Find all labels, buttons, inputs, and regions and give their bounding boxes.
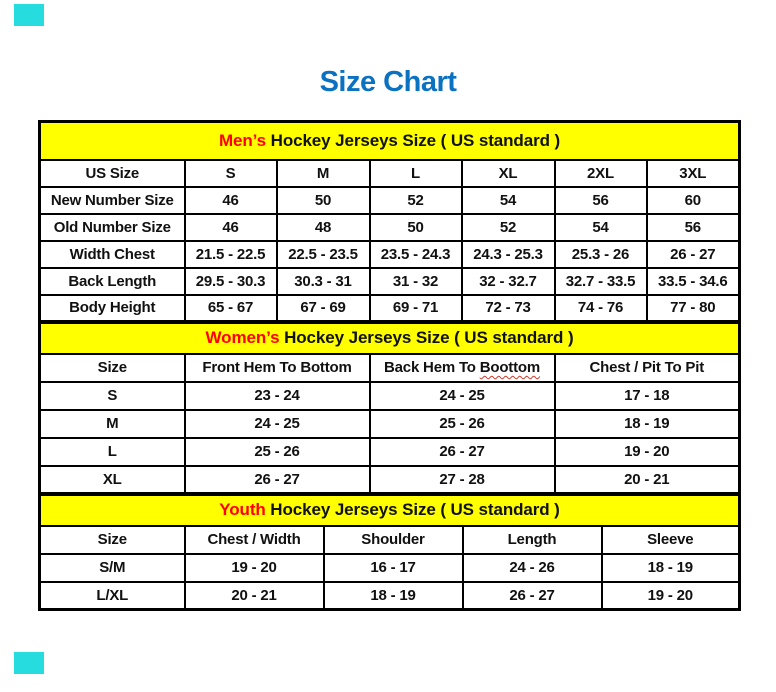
column-header: 2XL [555, 160, 647, 187]
mens-size-table [38, 120, 741, 323]
youth-section-header [40, 495, 740, 526]
column-header: L [370, 160, 462, 187]
column-header: Shoulder [324, 526, 463, 554]
value-cell: 24.3 - 25.3 [462, 241, 555, 268]
table-row [40, 466, 740, 494]
value-cell: 32 - 32.7 [462, 268, 555, 295]
value-cell: 54 [462, 187, 555, 214]
womens-section-title-highlight: Women’s [205, 328, 280, 348]
youth-section-title-highlight: Youth [219, 500, 266, 520]
column-header: 3XL [647, 160, 740, 187]
row-label: New Number Size [40, 187, 185, 214]
table-row [40, 241, 740, 268]
value-cell: 19 - 20 [602, 582, 740, 610]
mens-section-title [40, 122, 740, 160]
column-header: Chest / Pit To Pit [555, 354, 740, 382]
value-cell: 26 - 27 [185, 466, 370, 494]
value-cell: 56 [647, 214, 740, 241]
table-row [40, 268, 740, 295]
mens-header-row [40, 160, 740, 187]
value-cell: 60 [647, 187, 740, 214]
table-row [40, 295, 740, 322]
row-label: M [40, 410, 185, 438]
value-cell: 72 - 73 [462, 295, 555, 322]
row-label: S/M [40, 554, 185, 582]
value-cell: 18 - 19 [555, 410, 740, 438]
value-cell: 50 [277, 187, 370, 214]
value-cell: 25 - 26 [370, 410, 555, 438]
youth-section-title [40, 495, 740, 526]
table-row [40, 582, 740, 610]
value-cell: 27 - 28 [370, 466, 555, 494]
value-cell: 24 - 25 [185, 410, 370, 438]
value-cell: 18 - 19 [602, 554, 740, 582]
value-cell: 54 [555, 214, 647, 241]
table-row [40, 382, 740, 410]
table-row [40, 187, 740, 214]
table-row [40, 438, 740, 466]
value-cell: 25 - 26 [185, 438, 370, 466]
value-cell: 56 [555, 187, 647, 214]
value-cell: 25.3 - 26 [555, 241, 647, 268]
row-label: XL [40, 466, 185, 494]
value-cell: 26 - 27 [647, 241, 740, 268]
value-cell: 52 [462, 214, 555, 241]
column-header: Length [463, 526, 602, 554]
value-cell: 23 - 24 [185, 382, 370, 410]
youth-section-title-rest: Hockey Jerseys Size ( US standard ) [265, 500, 560, 520]
value-cell: 52 [370, 187, 462, 214]
column-header [370, 354, 555, 382]
womens-size-table [38, 321, 741, 495]
row-label: Back Length [40, 268, 185, 295]
womens-header-row [40, 354, 740, 382]
value-cell: 31 - 32 [370, 268, 462, 295]
value-cell: 20 - 21 [555, 466, 740, 494]
misspelled-word: Boottom [479, 359, 540, 376]
value-cell: 20 - 21 [185, 582, 324, 610]
value-cell: 16 - 17 [324, 554, 463, 582]
value-cell: 19 - 20 [185, 554, 324, 582]
column-header: Size [40, 526, 185, 554]
column-header: M [277, 160, 370, 187]
table-row [40, 554, 740, 582]
row-label: L [40, 438, 185, 466]
column-header: XL [462, 160, 555, 187]
table-row [40, 410, 740, 438]
value-cell: 65 - 67 [185, 295, 277, 322]
value-cell: 30.3 - 31 [277, 268, 370, 295]
column-header: US Size [40, 160, 185, 187]
value-cell: 74 - 76 [555, 295, 647, 322]
value-cell: 77 - 80 [647, 295, 740, 322]
value-cell: 69 - 71 [370, 295, 462, 322]
value-cell: 48 [277, 214, 370, 241]
row-label: S [40, 382, 185, 410]
value-cell: 46 [185, 214, 277, 241]
value-cell: 46 [185, 187, 277, 214]
value-cell: 23.5 - 24.3 [370, 241, 462, 268]
value-cell: 33.5 - 34.6 [647, 268, 740, 295]
cyan-marker-top [14, 4, 44, 26]
value-cell: 24 - 25 [370, 382, 555, 410]
value-cell: 67 - 69 [277, 295, 370, 322]
value-cell: 29.5 - 30.3 [185, 268, 277, 295]
womens-section-title [40, 323, 740, 354]
column-header: S [185, 160, 277, 187]
row-label: L/XL [40, 582, 185, 610]
value-cell: 19 - 20 [555, 438, 740, 466]
value-cell: 32.7 - 33.5 [555, 268, 647, 295]
row-label: Old Number Size [40, 214, 185, 241]
value-cell: 21.5 - 22.5 [185, 241, 277, 268]
mens-section-title-rest: Hockey Jerseys Size ( US standard ) [266, 130, 561, 150]
cyan-marker-bottom [14, 652, 44, 674]
womens-section-header [40, 323, 740, 354]
mens-section-title-highlight: Men’s [218, 130, 267, 150]
row-label: Width Chest [40, 241, 185, 268]
mens-section-header [40, 122, 740, 160]
size-chart [38, 120, 738, 611]
value-cell: 17 - 18 [555, 382, 740, 410]
youth-size-table [38, 493, 741, 611]
column-header-text: Back Hem To [384, 359, 480, 376]
column-header: Size [40, 354, 185, 382]
value-cell: 24 - 26 [463, 554, 602, 582]
column-header: Chest / Width [185, 526, 324, 554]
value-cell: 26 - 27 [370, 438, 555, 466]
column-header: Sleeve [602, 526, 740, 554]
page-title: Size Chart [319, 66, 457, 98]
table-row [40, 214, 740, 241]
value-cell: 18 - 19 [324, 582, 463, 610]
row-label: Body Height [40, 295, 185, 322]
value-cell: 22.5 - 23.5 [277, 241, 370, 268]
youth-header-row [40, 526, 740, 554]
column-header: Front Hem To Bottom [185, 354, 370, 382]
value-cell: 50 [370, 214, 462, 241]
value-cell: 26 - 27 [463, 582, 602, 610]
womens-section-title-rest: Hockey Jerseys Size ( US standard ) [279, 328, 574, 348]
